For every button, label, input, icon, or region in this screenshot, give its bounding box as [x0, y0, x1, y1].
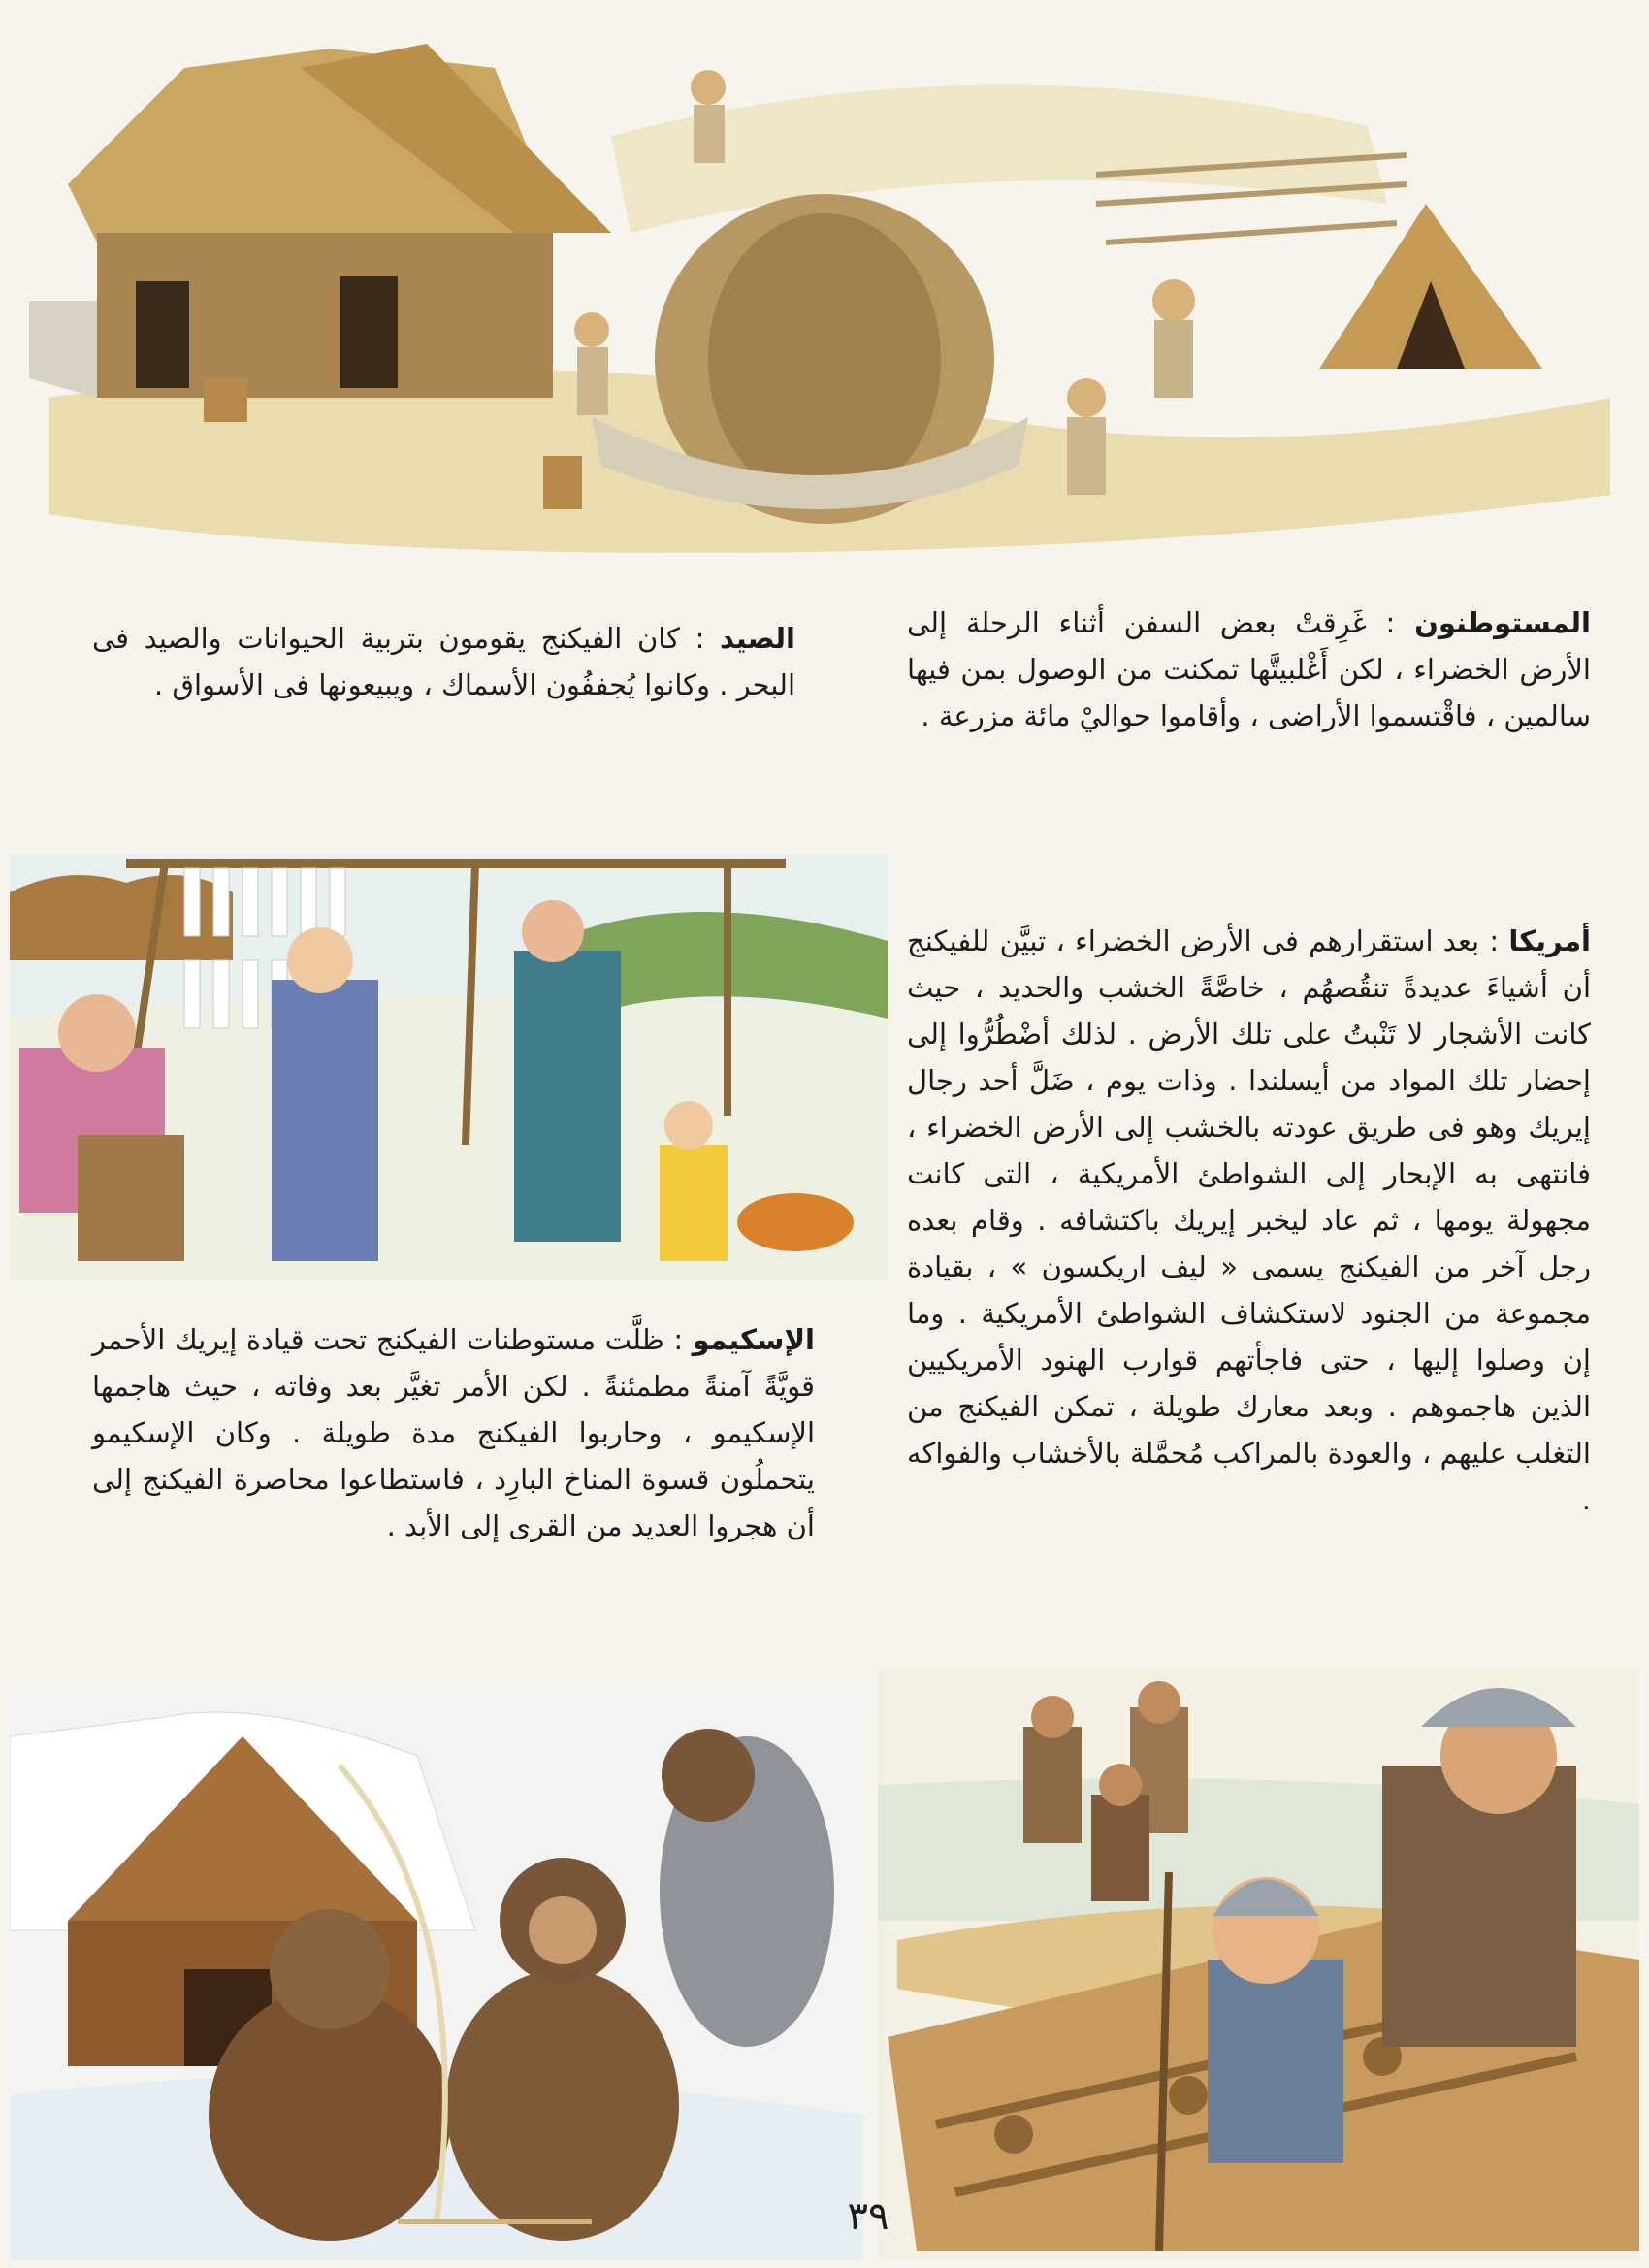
- eskimo-body: ظلَّت مستوطنات الفيكنج تحت قيادة إيريك الأحمر قويَّةً آمنةً مطمئنةً . لكن الأمر تغيَّر بعد وفاته ، حيث هاجمها الإسكيمو ، وحاربوا الفيكنج مدة طويلة . وكان الإسكيمو يتحملُون قسوة المناخ البارِد ، فاستطاعوا محاصرة الفيكنج إلى أن هجروا العديد من القرى إلى الأبد .: [92, 1323, 815, 1542]
- eskimo-heading: الإسكيمو: [692, 1323, 815, 1356]
- section-settlers: [907, 599, 1591, 739]
- america-separator: :: [1479, 924, 1509, 957]
- section-america: [907, 918, 1591, 1523]
- illustration-drying-fish: [10, 825, 888, 1280]
- hunting-separator: :: [679, 622, 720, 655]
- section-hunting: [92, 615, 795, 708]
- settlers-body: غَرِقتْ بعض السفن أثناء الرحلة إلى الأرض الخضراء ، لكن أَغْلبيتَّها تمكنت من الوصول بمن فيها سالمين ، فاقْتسموا الأراضى ، وأقاموا حواليْ مائة مزرعة .: [907, 606, 1591, 732]
- america-heading: أمريكا: [1508, 924, 1591, 957]
- page-number: ٣٩: [847, 2194, 889, 2239]
- settlers-heading: المستوطنون: [1414, 606, 1591, 639]
- illustration-eskimos: [10, 1678, 863, 2260]
- settlers-separator: :: [1366, 606, 1415, 639]
- section-eskimo: [92, 1316, 815, 1549]
- america-body: بعد استقرارهم فى الأرض الخضراء ، تبيَّن للفيكنج أن أشياءَ عديدةً تنقُصهُم ، خاصَّةً الخشب والحديد ، حيث كانت الأشجار لا تَنْبتُ على تلك الأرض . لذلك أضْطُرُّوا إلى إحضار تلك المواد من أيسلندا . وذات يوم ، ضَلَّ أحد رجال إيريك وهو فى طريق عودته بالخشب إلى الأرض الخضراء ، فانتهى به الإبحار إلى الشواطئ الأمريكية ، التى كانت مجهولة يومها ، ثم عاد ليخبر إيريك باكتشافه . وقام بعده رجل آخر من الفيكنج يسمى « ليف اريكسون » ، بقيادة مجموعة من الجنود لاستكشاف الشواطئ الأمريكية . وما إن وصلوا إليها ، حتى فاجأتهم قوارب الهنود الأمريكيين الذين هاجموهم . وبعد معارك طويلة ، تمكن الفيكنج من التغلب عليهم ، والعودة بالمراكب مُحمَّلة بالأخشاب والفواكه .: [907, 924, 1591, 1516]
- eskimo-separator: :: [663, 1323, 693, 1356]
- illustration-viking-battle: [878, 1669, 1639, 2260]
- hunting-body: كان الفيكنج يقومون بتربية الحيوانات والصيد فى البحر . وكانوا يُجففُون الأسماك ، ويبيعونها فى الأسواق .: [92, 622, 795, 701]
- hunting-heading: الصيد: [719, 622, 795, 655]
- illustration-viking-village: [10, 10, 1639, 567]
